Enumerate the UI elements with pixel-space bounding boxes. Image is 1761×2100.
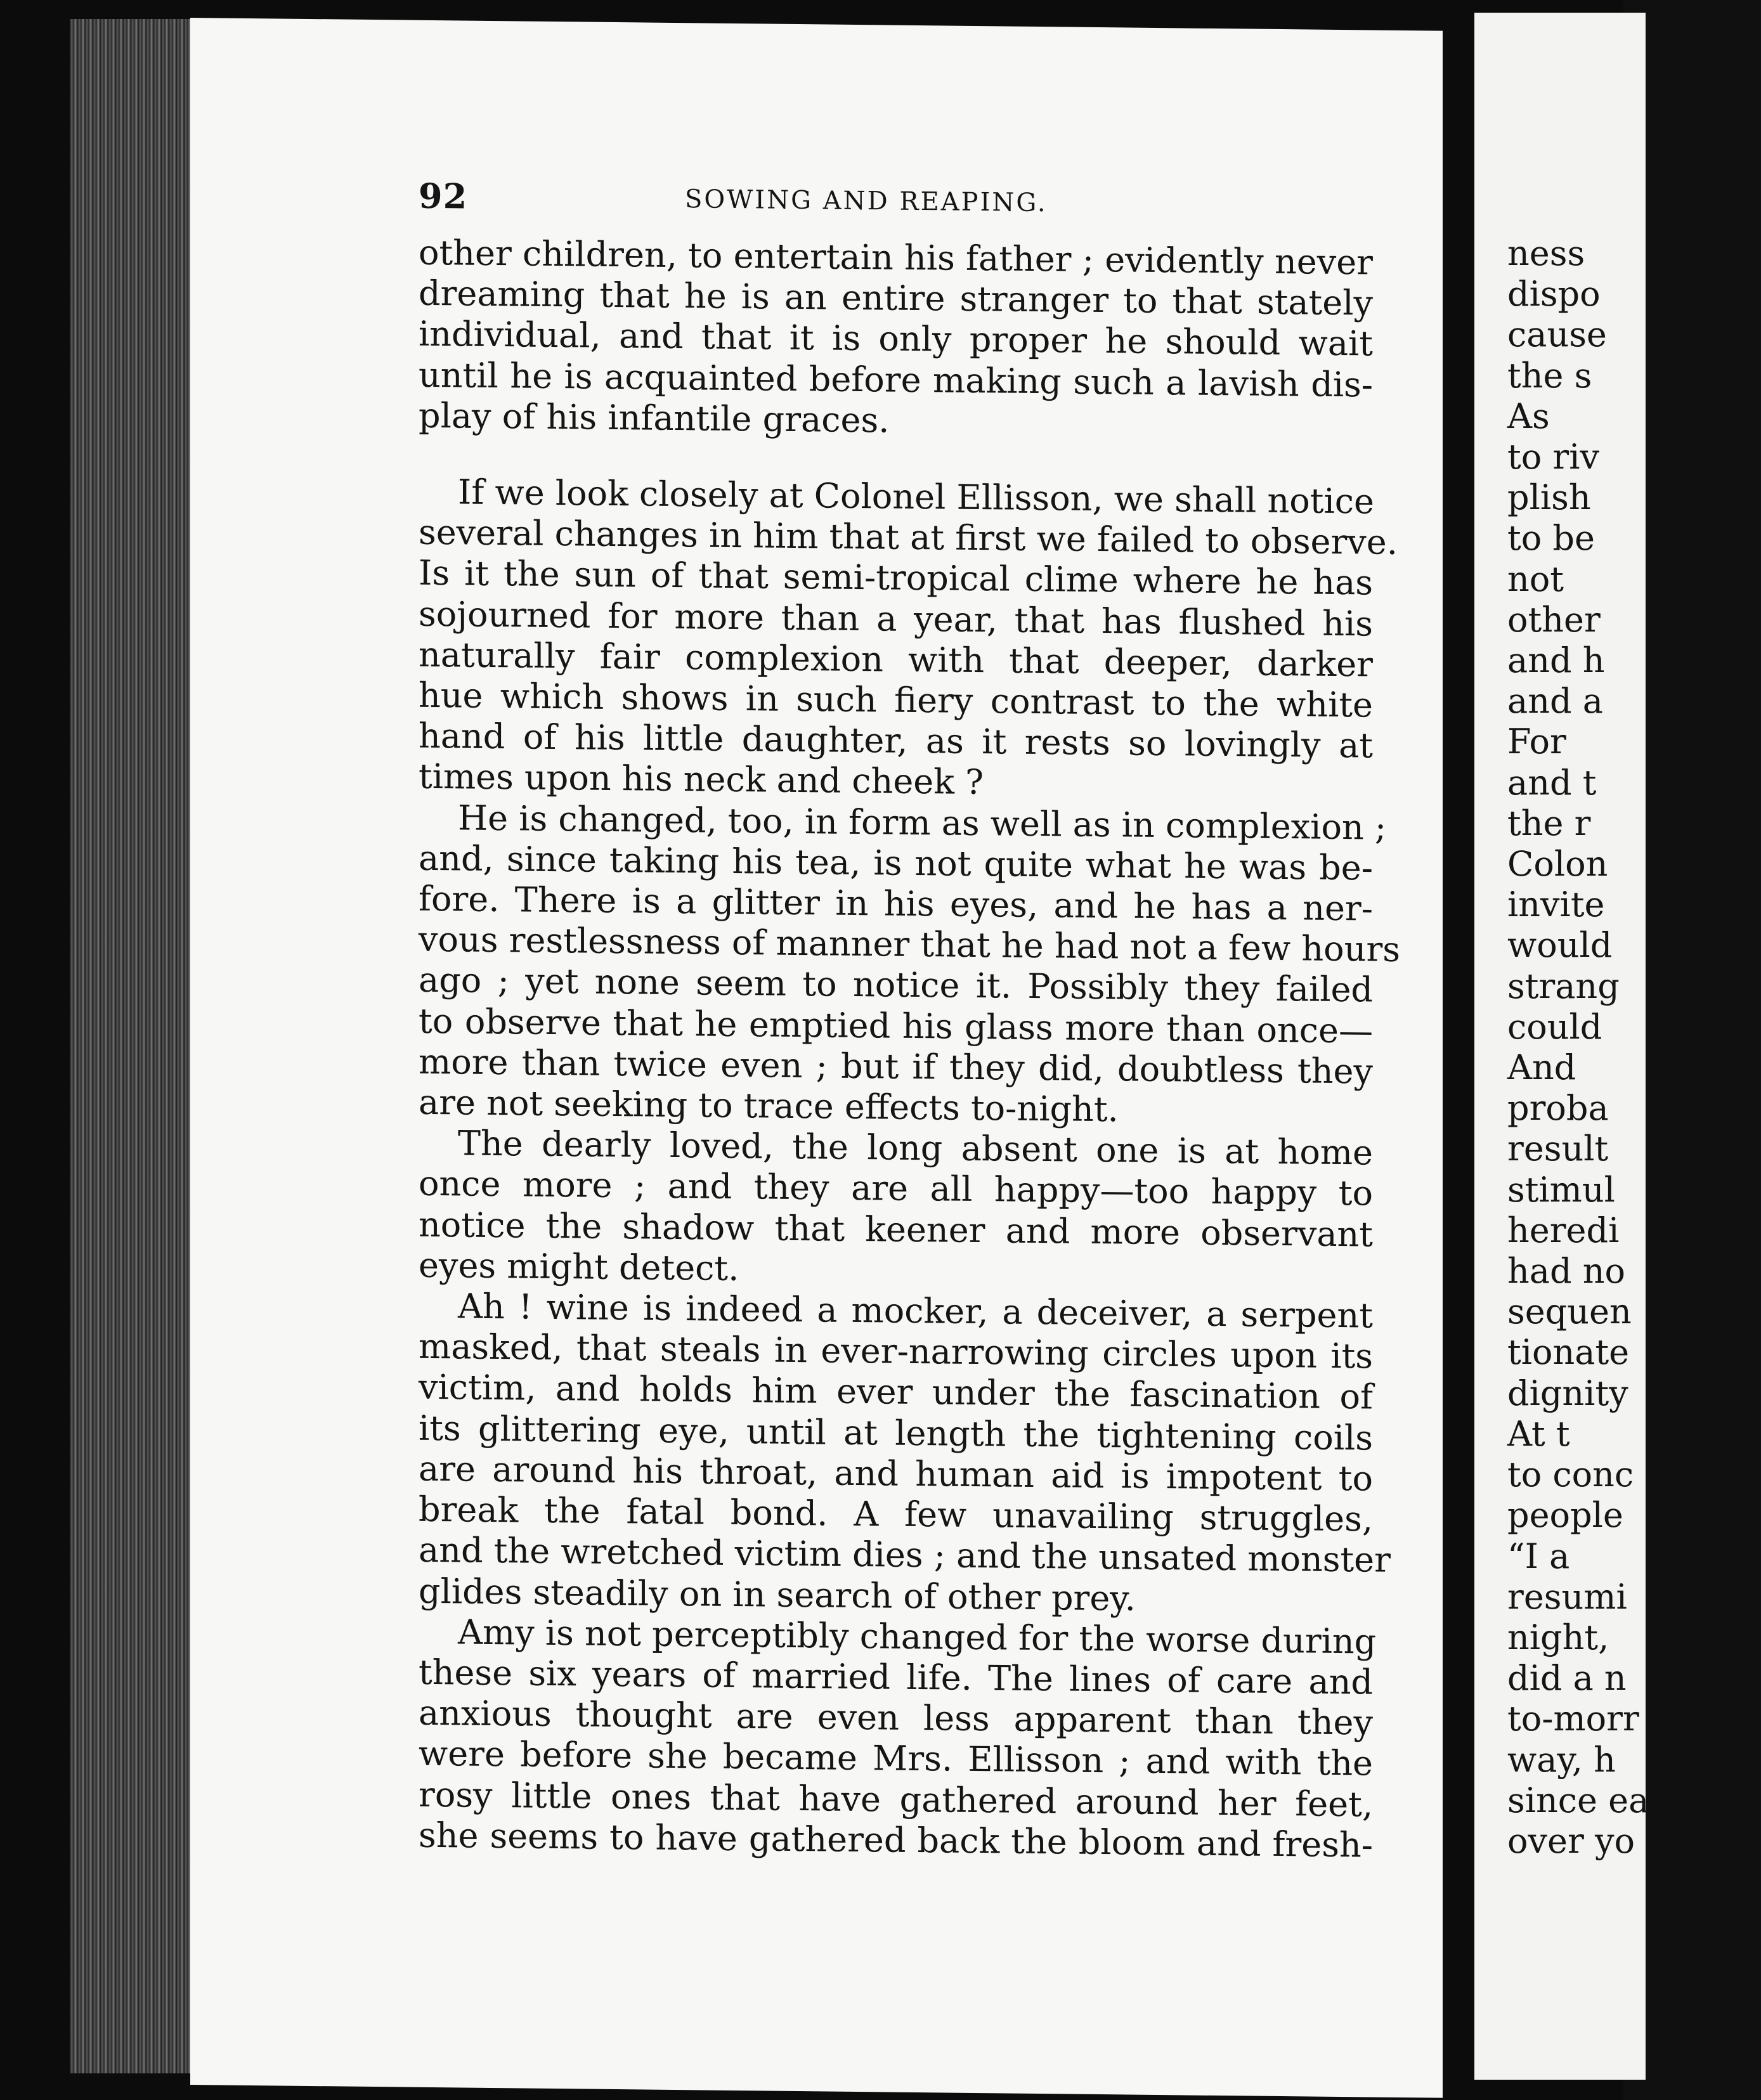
text-line: naturally fair complexion with that deeper, darker (419, 634, 1373, 685)
facing-page-text (1507, 233, 1761, 1862)
text-line: and, since taking his tea, is not quite what he was be- (419, 838, 1373, 888)
facing-page-line: plish (1507, 477, 1591, 518)
facing-page-line: since ea (1507, 1780, 1649, 1820)
text-line: were before she became Mrs. Ellisson ; and with the (419, 1734, 1373, 1784)
facing-page-line: did a n (1507, 1658, 1627, 1699)
facing-page-line: “I a (1507, 1536, 1570, 1576)
running-title: SOWING AND REAPING. (685, 185, 1048, 218)
facing-page-line: over yo (1507, 1820, 1635, 1861)
text-line: victim, and holds him ever under the fascination of (419, 1367, 1373, 1418)
facing-page-line: to conc (1507, 1455, 1634, 1495)
text-line: dreaming that he is an entire stranger to that stately (419, 273, 1373, 323)
text-line: eyes might detect. (419, 1245, 739, 1288)
text-line: she seems to have gathered back the bloom and fresh- (419, 1815, 1373, 1865)
text-line: He is changed, too, in form as well as in complexion ; (458, 798, 1387, 848)
facing-page-line: resumi (1507, 1576, 1627, 1617)
facing-page-line: result (1507, 1129, 1609, 1169)
facing-page-line: to be (1507, 518, 1595, 559)
text-line: break the fatal bond. A few unavailing struggles, (419, 1489, 1373, 1539)
facing-page-line: stimul (1507, 1169, 1615, 1210)
facing-page-line: As (1507, 396, 1550, 436)
text-line: until he is acquainted before making such a lavish dis- (419, 354, 1373, 405)
facing-page-line: ness (1507, 233, 1585, 273)
text-line: to observe that he emptied his glass more than once— (419, 1001, 1373, 1051)
text-line: The dearly loved, the long absent one is at home (458, 1123, 1373, 1173)
text-line: and the wretched victim dies ; and the unsated monster (419, 1530, 1391, 1581)
text-line: hand of his little daughter, as it rests so lovingly at (419, 716, 1373, 766)
facing-page-line: Colon (1507, 844, 1608, 885)
text-line: glides steadily on in search of other prey. (419, 1571, 1136, 1619)
text-line: more than twice even ; but if they did, doubtless they (419, 1041, 1373, 1092)
text-line: Amy is not perceptibly changed for the worse during (458, 1612, 1377, 1662)
facing-page-line: not (1507, 559, 1564, 599)
facing-page-line: way, h (1507, 1739, 1616, 1780)
facing-page-line: night, (1507, 1617, 1609, 1657)
left-page (190, 18, 1443, 2098)
text-line: are around his throat, and human aid is impotent to (419, 1448, 1373, 1499)
facing-page-line: and h (1507, 640, 1605, 681)
text-line: hue which shows in such fiery contrast to the white (419, 675, 1373, 725)
facing-page-line: sequen (1507, 1292, 1632, 1332)
facing-page-line: to-morr (1507, 1699, 1639, 1739)
text-line: times upon his neck and cheek ? (419, 756, 984, 803)
facing-page-line: and a (1507, 681, 1603, 722)
text-line: masked, that steals in ever-narrowing circles upon its (419, 1326, 1373, 1377)
facing-page-line: to riv (1507, 437, 1599, 477)
facing-page-line: dignity (1507, 1373, 1628, 1413)
facing-page (1474, 13, 1649, 2080)
page-content (419, 163, 1400, 1866)
facing-page-line: had no (1507, 1251, 1625, 1292)
facing-page-line: tionate (1507, 1332, 1630, 1373)
text-line: Is it the sun of that semi-tropical clime where he has (419, 553, 1373, 603)
facing-page-line: other (1507, 599, 1601, 640)
facing-page-line: dispo (1507, 274, 1601, 314)
facing-page-line: At t (1507, 1413, 1570, 1454)
text-line: If we look closely at Colonel Ellisson, we shall notice (458, 472, 1374, 522)
facing-page-line: invite (1507, 885, 1605, 925)
running-head (419, 163, 1373, 243)
facing-page-line: could (1507, 1006, 1602, 1047)
facing-page-line: And (1507, 1047, 1576, 1088)
facing-page-line: cause (1507, 314, 1607, 355)
text-line: these six years of married life. The lines of care and (419, 1652, 1373, 1702)
facing-page-line: proba (1507, 1088, 1609, 1129)
facing-page-line: the r (1507, 803, 1591, 843)
text-line: other children, to entertain his father ; evidently never (419, 232, 1373, 283)
text-line: play of his infantile graces. (419, 395, 890, 441)
text-line: fore. There is a glitter in his eyes, and he has a ner- (419, 878, 1373, 929)
facing-page-line: and t (1507, 762, 1597, 803)
text-line: ago ; yet none seem to notice it. Possibly they failed (419, 960, 1373, 1010)
text-line: anxious thought are even less apparent than they (419, 1692, 1373, 1743)
text-line: notice the shadow that keener and more observant (419, 1204, 1373, 1255)
text-line: Ah ! wine is indeed a mocker, a deceiver, a serpent (458, 1286, 1373, 1336)
facing-page-line: the s (1507, 355, 1592, 396)
text-line: once more ; and they are all happy—too happy to (419, 1163, 1373, 1214)
facing-page-line: heredi (1507, 1210, 1620, 1250)
text-line: its glittering eye, until at length the tightening coils (419, 1408, 1373, 1458)
page-edges (70, 19, 197, 2073)
text-line: individual, and that it is only proper he should wait (419, 314, 1373, 364)
facing-page-line: people (1507, 1495, 1623, 1536)
text-line: rosy little ones that have gathered around her feet, (419, 1774, 1373, 1825)
text-line: sojourned for more than a year, that has flushed his (419, 593, 1373, 644)
text-line: several changes in him that at first we failed to observe. (419, 512, 1398, 563)
page-number: 92 (419, 175, 468, 217)
body-text (419, 232, 1400, 1866)
facing-page-line: would (1507, 925, 1613, 966)
facing-page-line: strang (1507, 966, 1620, 1006)
gutter (1443, 0, 1478, 2100)
facing-page-line: For (1507, 722, 1566, 762)
text-line: vous restlessness of manner that he had not a few hours (419, 919, 1400, 970)
text-line: are not seeking to trace effects to-night. (419, 1082, 1119, 1130)
